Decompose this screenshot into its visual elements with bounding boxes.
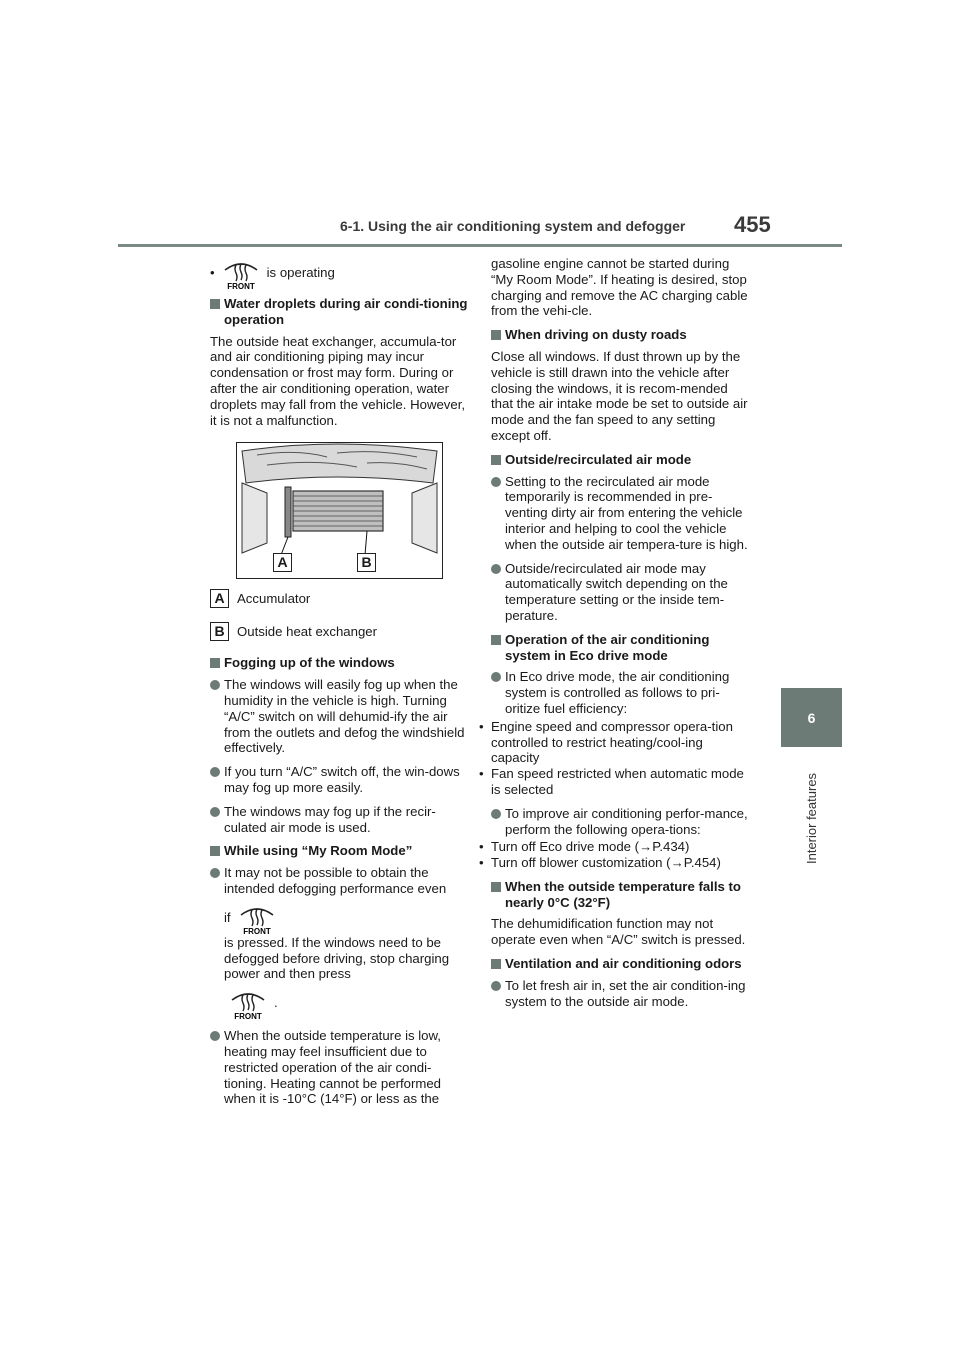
heading-my-room-mode: While using “My Room Mode”	[210, 843, 470, 859]
bullet-eco-drive-2: To improve air conditioning perfor-mance, perform the following opera-tions:	[491, 806, 753, 838]
front-defroster-icon	[237, 901, 277, 935]
paragraph-gasoline-engine: gasoline engine cannot be started during “My Room Mode”. If heating is desired, stop charging and remove the AC charging cable from the vehi-cle.	[491, 256, 748, 319]
bullet-eco-drive-1: In Eco drive mode, the air conditioning system is controlled as follows to pri-oritize fuel efficiency:	[491, 669, 753, 716]
paragraph-outside-temp: The dehumidification function may not operate even when “A/C” switch is pressed.	[491, 916, 746, 948]
header-rule	[118, 244, 842, 247]
legend-letter-b: B	[210, 622, 229, 641]
heading-water-droplets: Water droplets during air condi-tioning operation	[210, 296, 470, 328]
legend-accumulator: A Accumulator	[210, 589, 470, 608]
sub-engine-speed: • Engine speed and compressor opera-tion controlled to restrict heating/cool-ing capacity	[477, 719, 753, 766]
right-column	[491, 256, 753, 1017]
bullet-fogging-3: The windows may fog up if the recir-culated air mode is used.	[210, 804, 470, 836]
heading-dusty-roads: When driving on dusty roads	[491, 327, 753, 343]
front-defroster-icon	[228, 986, 268, 1020]
bullet-air-mode-2: Outside/recirculated air mode may automatically switch depending on the temperature setting or the inside tem-perature.	[491, 561, 753, 624]
sub-fan-speed: • Fan speed restricted when automatic mode is selected	[477, 766, 753, 798]
heading-ventilation: Ventilation and air conditioning odors	[491, 956, 753, 972]
sub-blower-off: • Turn off blower customization (→P.454)	[477, 855, 753, 871]
callout-a: A	[273, 553, 292, 572]
legend-outside-heat-exchanger: B Outside heat exchanger	[210, 622, 470, 641]
heading-air-mode: Outside/recirculated air mode	[491, 452, 753, 468]
chapter-label: Interior features	[804, 772, 819, 864]
paragraph-dusty-roads: Close all windows. If dust thrown up by the vehicle is still drawn into the vehicle after closing the windows, it is recom-mended that the air intake mode be set to outside air mode and the fan speed to any setting except off.	[491, 348, 748, 443]
page-number: 455	[734, 212, 771, 237]
left-column	[210, 256, 470, 1115]
chapter-tab[interactable]: 6	[781, 688, 842, 747]
heading-outside-temp: When the outside temperature falls to nearly 0°C (32°F)	[491, 879, 753, 911]
svg-text:FRONT: FRONT	[242, 926, 271, 935]
bullet-fogging-1: The windows will easily fog up when the humidity in the vehicle is high. Turning “A/C” switch on will dehumid-ify the air from the outlets and defog the windshield effectively.	[210, 677, 470, 756]
bullet-low-temperature: When the outside temperature is low, heating may feel insufficient due to restricted operation of the air condi-tioning. Heating cannot be performed when it is -10°C (14°F) or less as the	[210, 1028, 470, 1107]
defog-operating-line: • FRONT is operating	[210, 256, 470, 290]
bullet-air-mode-1: Setting to the recirculated air mode temporarily is recommended in pre-venting dirty air from entering the vehicle interior and helping to cool the vehicle when the outside air tempera-ture is high.	[491, 474, 753, 553]
engine-bay-illustration	[236, 442, 443, 579]
sub-eco-off: • Turn off Eco drive mode (→P.434)	[477, 839, 753, 855]
bullet-my-room-mode: It may not be possible to obtain the intended defogging performance even if FRONT is pressed. If the windows need to be defogged before driving, stop charging power and then press FRONT .	[210, 865, 470, 1020]
heading-eco-drive: Operation of the air conditioning system in Eco drive mode	[491, 632, 753, 664]
front-defroster-icon	[221, 256, 261, 290]
svg-text:FRONT: FRONT	[234, 1012, 262, 1021]
bullet-ventilation: To let fresh air in, set the air condition-ing system to the outside air mode.	[491, 978, 753, 1010]
legend-letter-a: A	[210, 589, 229, 608]
heading-fogging: Fogging up of the windows	[210, 655, 470, 671]
paragraph-water-droplets: The outside heat exchanger, accumula-tor and air conditioning piping may incur condensation or frost may form. During or after the air conditioning operation, water droplets may fall from the vehicle. However, it is not a malfunction.	[210, 333, 466, 428]
bullet-fogging-2: If you turn “A/C” switch off, the win-dows may fog up more easily.	[210, 764, 470, 796]
header-title: 6-1. Using the air conditioning system and defogger	[340, 218, 686, 234]
svg-text:FRONT: FRONT	[226, 282, 255, 290]
callout-b: B	[357, 553, 376, 572]
